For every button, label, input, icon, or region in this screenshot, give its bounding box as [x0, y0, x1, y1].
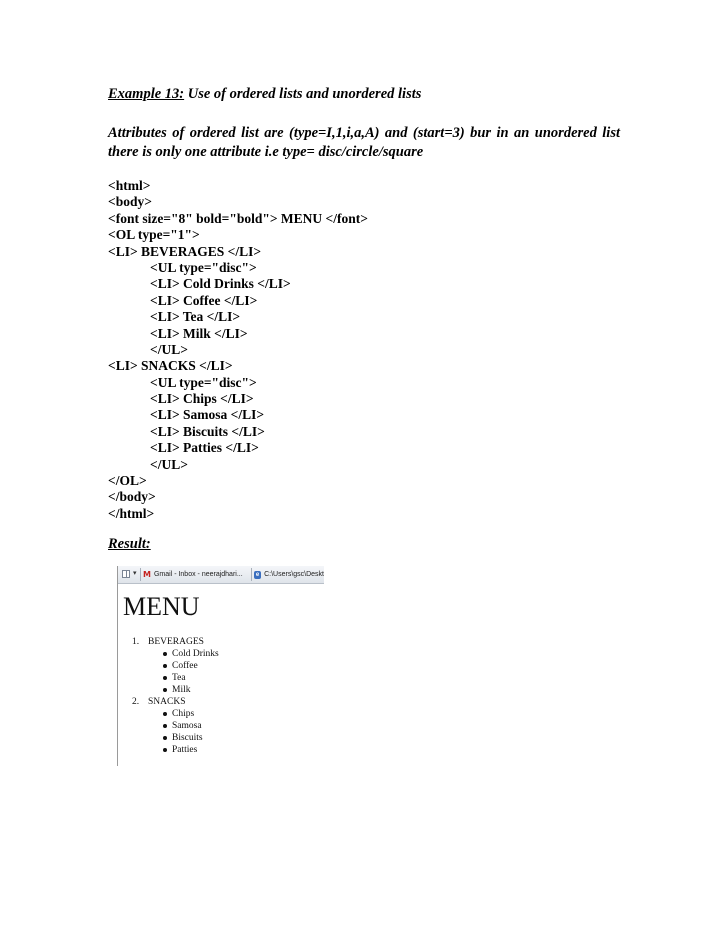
disc-bullet-icon	[163, 712, 167, 716]
toolbar-separator	[140, 568, 141, 581]
list-item-label: Cold Drinks	[172, 649, 219, 659]
code-line: <LI> BEVERAGES </LI>	[108, 243, 262, 259]
intro-paragraph: Attributes of ordered list are (type=I,1,i,a,A) and (start=3) bur in an unordered list there is only one attribute i.e type= disc/circle/square	[108, 125, 620, 160]
code-line: <LI> Patties </LI>	[150, 440, 259, 456]
code-line: <LI> Samosa </LI>	[150, 407, 265, 423]
list-item-label: Samosa	[172, 721, 202, 731]
code-line: </OL>	[108, 473, 147, 489]
ie-page-icon: e	[255, 571, 260, 578]
list-item-label: Biscuits	[172, 733, 203, 743]
tab-gmail	[143, 567, 249, 582]
list-item-label: SNACKS	[148, 697, 186, 707]
code-line: <LI> Milk </LI>	[150, 325, 248, 341]
code-line: <font size="8" bold="bold"> MENU </font>	[108, 210, 368, 226]
list-number: 1.	[132, 637, 140, 647]
example-heading	[108, 86, 628, 103]
dropdown-arrow-icon: ▾	[133, 570, 137, 577]
code-line: </UL>	[150, 456, 188, 472]
html-code-listing	[108, 178, 628, 522]
code-line: <UL type="disc">	[150, 259, 257, 275]
code-line: <html>	[108, 178, 151, 193]
code-line: <LI> Coffee </LI>	[150, 292, 258, 308]
example-number: Example 13:	[108, 86, 185, 102]
code-line: </body>	[108, 489, 156, 505]
disc-bullet-icon	[163, 688, 167, 692]
code-line: <UL type="disc">	[150, 374, 257, 390]
example-title: Use of ordered lists and unordered lists	[184, 86, 422, 102]
disc-bullet-icon	[163, 652, 167, 656]
tab-label: Gmail - Inbox - neerajdhari...	[153, 571, 243, 578]
quick-tabs-icon	[122, 570, 130, 578]
toolbar-separator	[251, 568, 252, 581]
code-line: <LI> Tea </LI>	[150, 309, 241, 325]
list-item-label: Patties	[172, 745, 198, 755]
screenshot-border	[117, 566, 118, 766]
tab-label: C:\Users\gsc\Deskt	[264, 571, 324, 578]
disc-bullet-icon	[163, 676, 167, 680]
browser-screenshot	[117, 566, 324, 766]
disc-bullet-icon	[163, 748, 167, 752]
disc-bullet-icon	[163, 736, 167, 740]
list-item-label: Milk	[172, 685, 191, 695]
list-item-label: Chips	[172, 709, 195, 719]
gmail-icon: M	[143, 570, 151, 579]
list-item-label: BEVERAGES	[148, 637, 204, 647]
browser-toolbar	[118, 566, 324, 584]
disc-bullet-icon	[163, 664, 167, 668]
list-item-label: Tea	[172, 673, 186, 683]
list-number: 2.	[132, 697, 140, 707]
tab-local-file	[254, 567, 324, 582]
code-line: <LI> SNACKS </LI>	[108, 358, 233, 374]
disc-bullet-icon	[163, 724, 167, 728]
code-line: <OL type="1">	[108, 227, 200, 243]
code-line: </UL>	[150, 341, 188, 357]
code-line: <body>	[108, 194, 152, 210]
code-line: <LI> Biscuits </LI>	[150, 423, 265, 439]
menu-title: MENU	[123, 592, 200, 621]
code-line: <LI> Cold Drinks </LI>	[150, 276, 291, 292]
code-line: </html>	[108, 505, 155, 521]
result-label: Result:	[108, 536, 151, 552]
list-item-label: Coffee	[172, 661, 198, 671]
code-line: <LI> Chips </LI>	[150, 391, 254, 407]
